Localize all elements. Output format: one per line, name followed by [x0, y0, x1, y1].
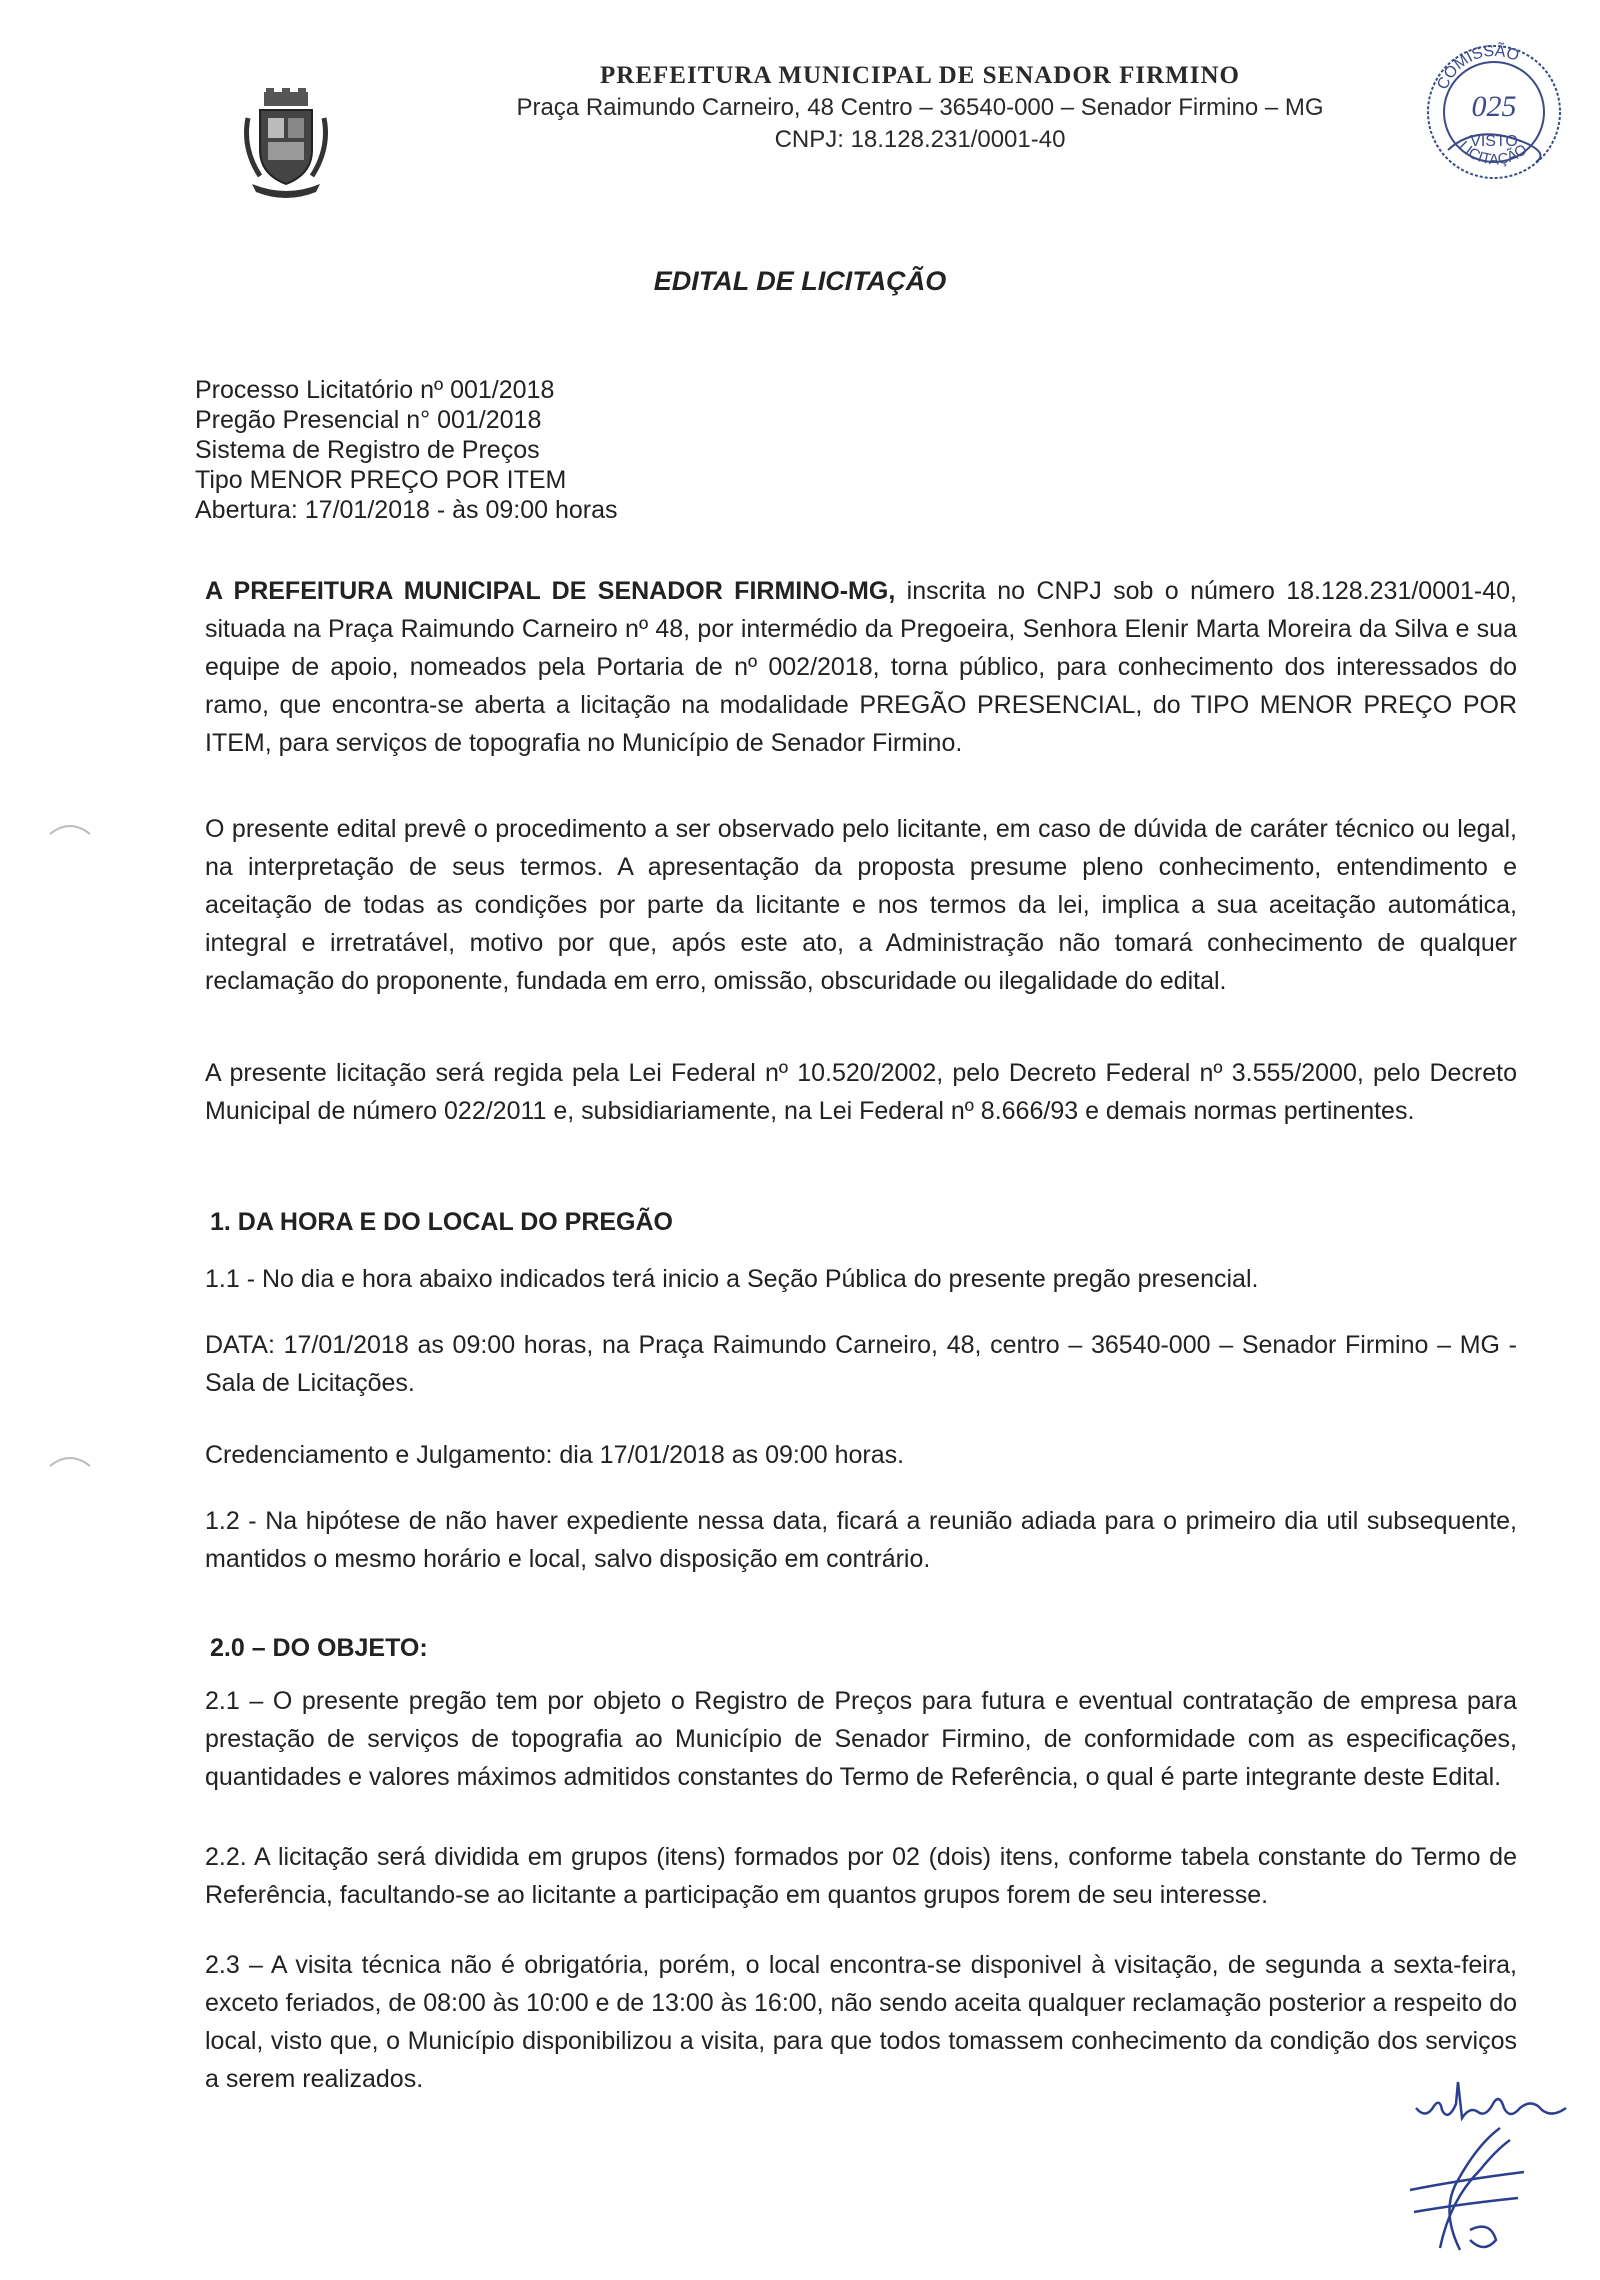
margin-mark-icon: [48, 820, 92, 838]
process-info: [195, 375, 618, 525]
section-2-1: 2.1 – O presente pregão tem por objeto o Registro de Preços para futura e eventual contratação de empresa para prestação de serviços de topografia ao Município de Senador Firmino, de conformidade com as especificações, quantidades e valores máximos admitidos constantes do Termo de Referência, o qual é parte integrante deste Edital.: [205, 1687, 1517, 1791]
stamp-number: 025: [1471, 90, 1517, 123]
commission-stamp: [1418, 22, 1570, 190]
section-1-heading: 1. DA HORA E DO LOCAL DO PREGÃO: [210, 1208, 674, 1236]
intro-lead: A PREFEITURA MUNICIPAL DE SENADOR FIRMINO-MG,: [205, 577, 896, 605]
municipal-coat-of-arms-icon: [238, 88, 334, 200]
municipality-cnpj: CNPJ: 18.128.231/0001-40: [774, 126, 1066, 153]
section-1-2: 1.2 - Na hipótese de não haver expediente nessa data, ficará a reunião adiada para o primeiro dia util subsequente, mantidos o mesmo horário e local, salvo disposição em contrário.: [205, 1507, 1517, 1573]
municipality-address: Praça Raimundo Carneiro, 48 Centro – 36540-000 – Senador Firmino – MG: [516, 94, 1324, 121]
stamp-middle-text: VISTO: [1470, 133, 1518, 150]
opening-date: Abertura: 17/01/2018 - às 09:00 horas: [195, 496, 618, 524]
section-1-credentialing: Credenciamento e Julgamento: dia 17/01/2018 as 09:00 horas.: [205, 1441, 905, 1469]
section-2-heading: 2.0 – DO OBJETO:: [210, 1634, 428, 1662]
letterhead: [420, 62, 1420, 154]
intro-paragraph: [205, 572, 1517, 762]
svg-text:COMISSÃO: [1434, 40, 1521, 92]
edital-procedure-paragraph: O presente edital prevê o procedimento a ser observado pelo licitante, em caso de dúvida de caráter técnico ou legal, na interpretação de seus termos. A apresentação da proposta presume pleno conhecimento, entendimento e aceitação de todas as condições por parte da licitante e nos termos da lei, implica a sua aceitação automática, integral e irretratável, motivo por que, após este ato, a Administração não tomará conhecimento de qualquer reclamação do proponente, fundada em erro, omissão, obscuridade ou ilegalidade do edital.: [205, 815, 1517, 995]
intro-text: inscrita no CNPJ sob o número 18.128.231/0001-40, situada na Praça Raimundo Carneiro nº 48, por intermédio da Pregoeira, Senhora Elenir Marta Moreira da Silva e sua equipe de apoio, nomeados pela Portaria de nº 002/2018, torna público, para conhecimento dos interessados do ramo, que encontra-se aberta a licitação na modalidade PREGÃO PRESENCIAL, do TIPO MENOR PREÇO POR ITEM, para serviços de topografia no Município de Senador Firmino.: [205, 577, 1517, 757]
handwritten-signature: [1400, 2120, 1530, 2255]
initials-signature: [1412, 2068, 1572, 2128]
section-1-date: DATA: 17/01/2018 as 09:00 horas, na Praça Raimundo Carneiro, 48, centro – 36540-000 – Senador Firmino – MG - Sala de Licitações.: [205, 1331, 1517, 1397]
legal-basis-paragraph: A presente licitação será regida pela Lei Federal nº 10.520/2002, pelo Decreto Federal nº 3.555/2000, pelo Decreto Municipal de número 022/2011 e, subsidiariamente, na Lei Federal nº 8.666/93 e demais normas pertinentes.: [205, 1059, 1517, 1125]
auction-number: Pregão Presencial n° 001/2018: [195, 406, 542, 434]
stamp-top-text: COMISSÃO: [1434, 42, 1522, 93]
bid-type: Tipo MENOR PREÇO POR ITEM: [195, 466, 567, 494]
section-2-3: 2.3 – A visita técnica não é obrigatória, porém, o local encontra-se disponivel à visitação, de segunda a sexta-feira, exceto feriados, de 08:00 às 10:00 e de 13:00 às 16:00, não sendo aceita qualquer reclamação posterior a respeito do local, visto que, o Município disponibilizou a visita, para que todos tomassem conhecimento da condição dos serviços a serem realizados.: [205, 1951, 1518, 2093]
margin-mark-icon: [48, 1452, 92, 1470]
section-1-1: 1.1 - No dia e hora abaixo indicados terá inicio a Seção Pública do presente pregão presencial.: [205, 1265, 1259, 1293]
process-number: Processo Licitatório nº 001/2018: [195, 376, 555, 404]
municipality-name: PREFEITURA MUNICIPAL DE SENADOR FIRMINO: [600, 62, 1240, 89]
document-title: EDITAL DE LICITAÇÃO: [653, 266, 947, 296]
section-2-2: 2.2. A licitação será dividida em grupos (itens) formados por 02 (dois) itens, conforme tabela constante do Termo de Referência, facultando-se ao licitante a participação em quantos grupos forem de seu interesse.: [205, 1843, 1517, 1909]
stamp-bottom-text: LICITAÇÃO: [1455, 137, 1531, 169]
price-registry: Sistema de Registro de Preços: [195, 436, 540, 464]
